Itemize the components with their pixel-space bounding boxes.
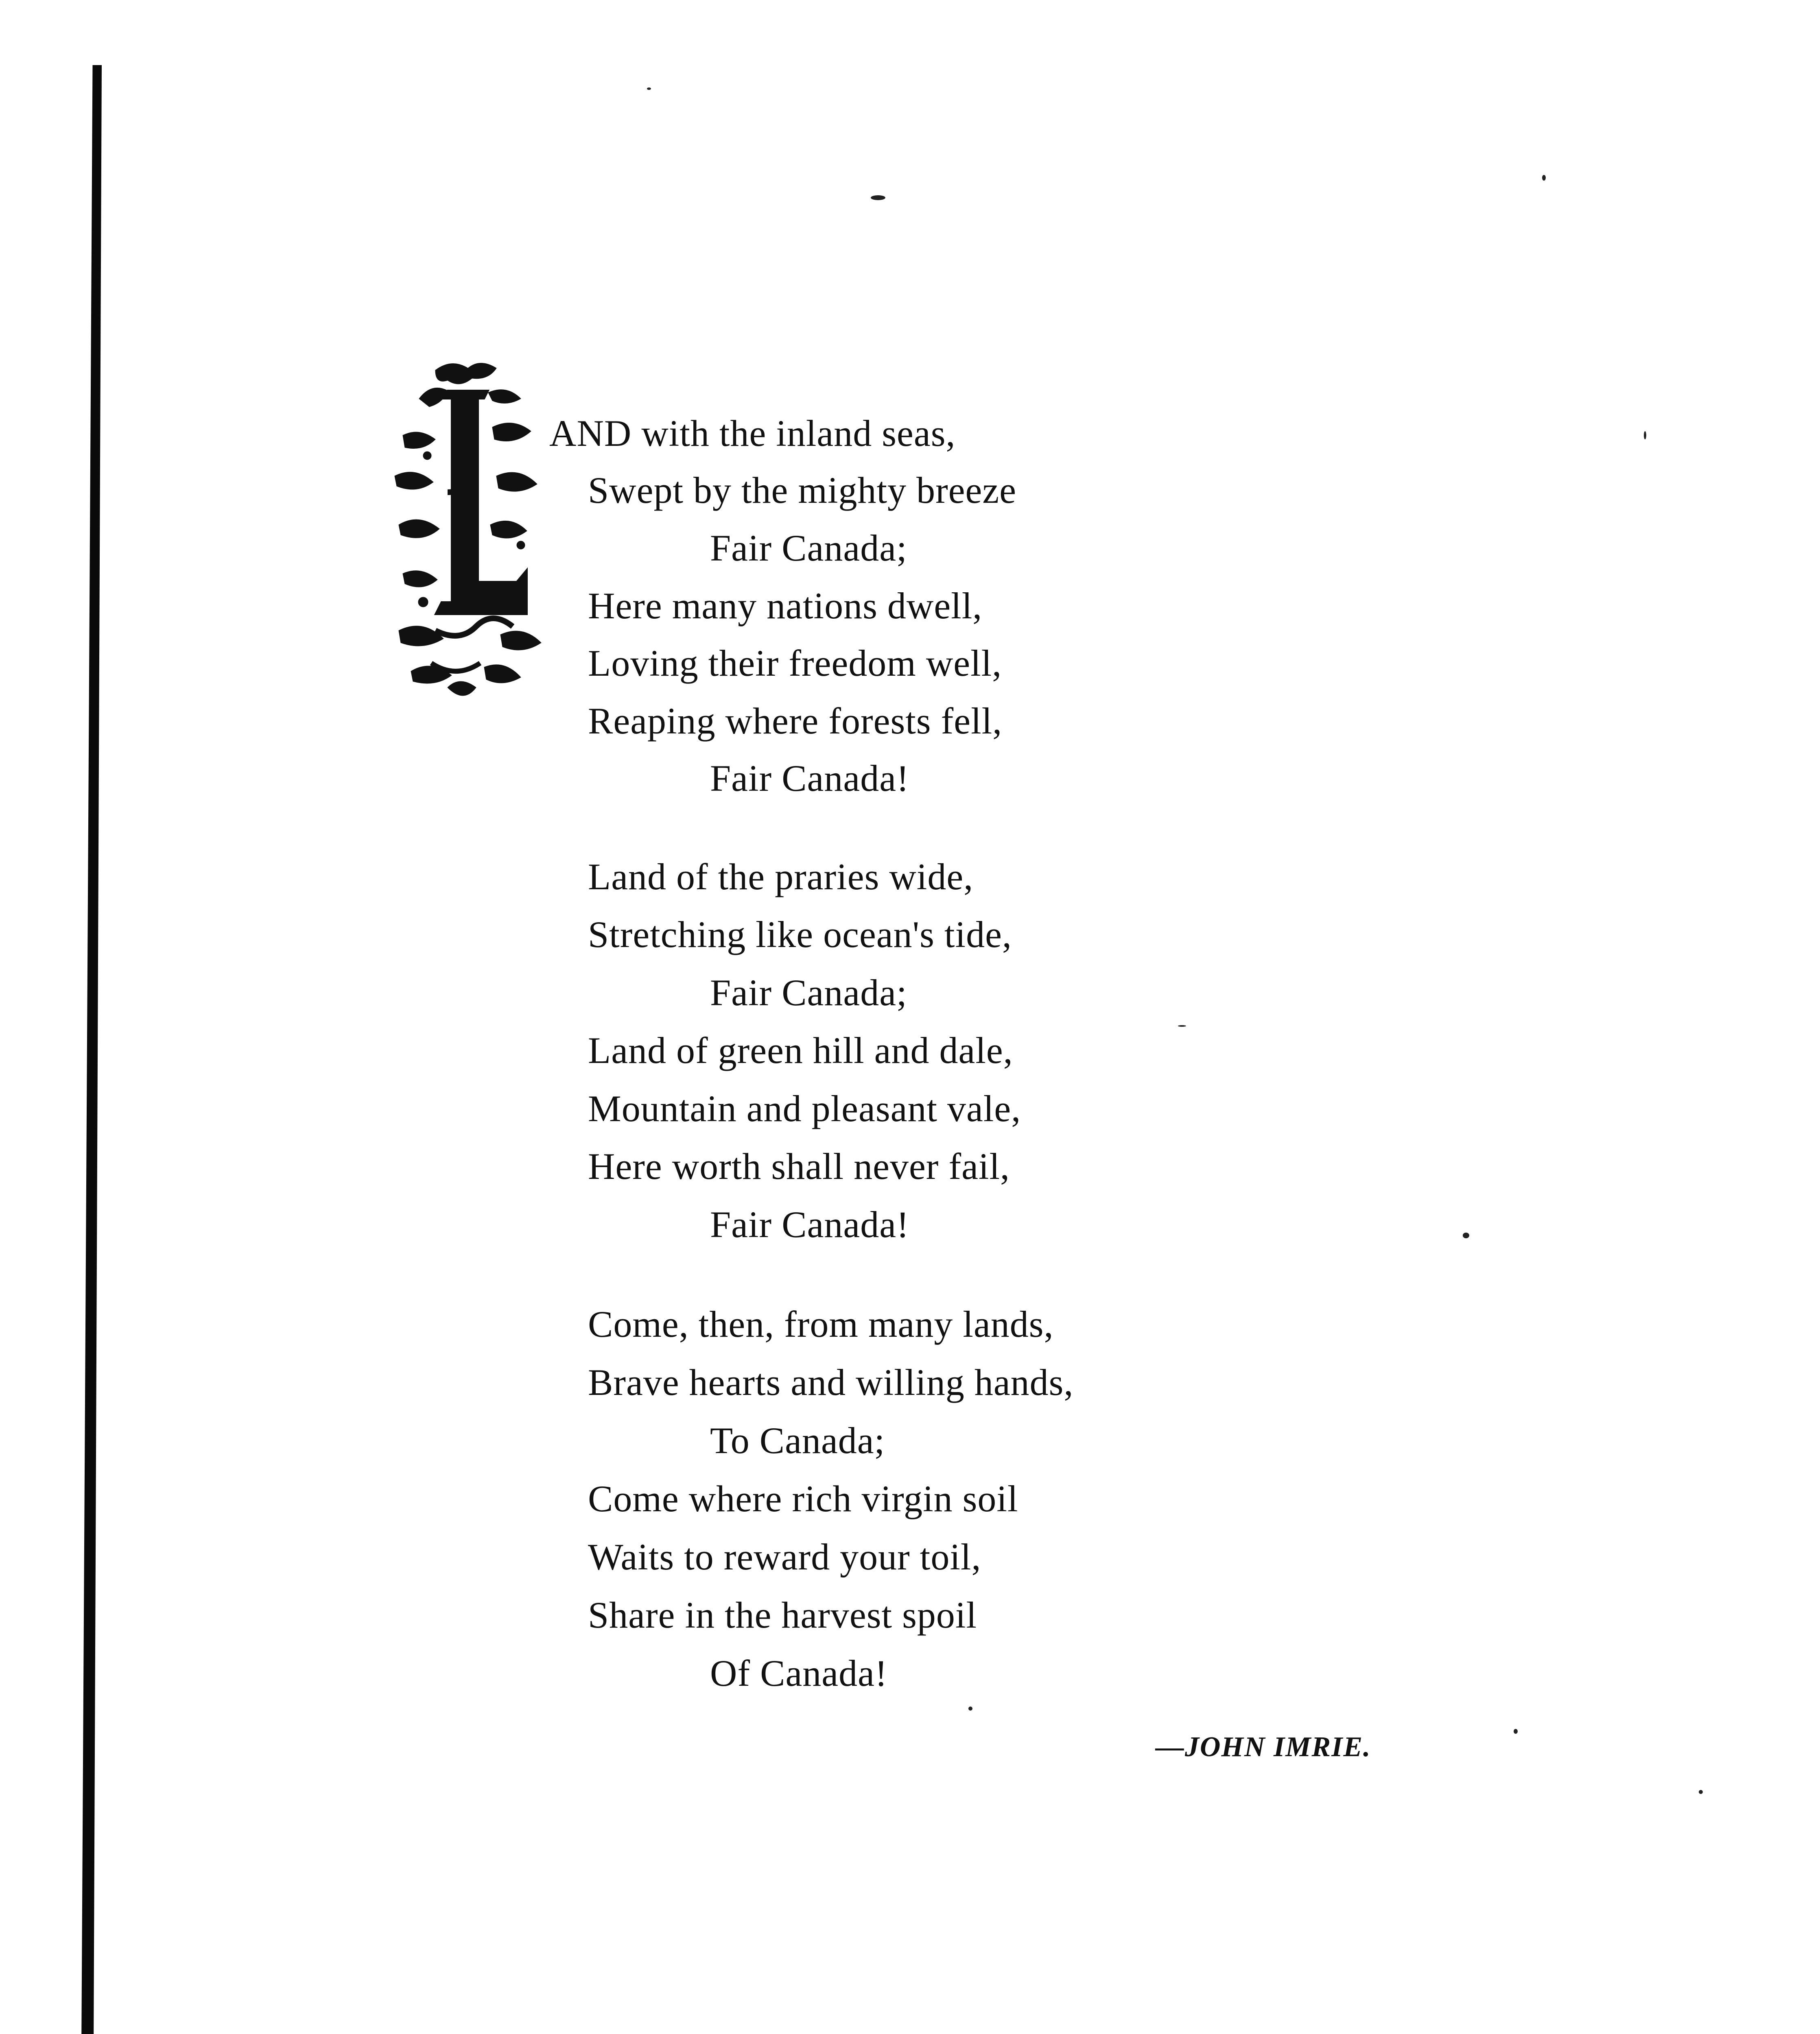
- poem-line: Land of the praries wide,: [588, 856, 974, 897]
- scan-speck: [1542, 175, 1546, 181]
- scan-speck: [647, 87, 651, 90]
- poem-line: Come where rich virgin soil: [588, 1478, 1018, 1519]
- scan-speck: [1514, 1729, 1518, 1734]
- poem-line: Share in the harvest spoil: [588, 1594, 977, 1636]
- scan-speck: [968, 1707, 972, 1711]
- scan-speck: [1178, 1025, 1186, 1027]
- scan-speck: [1463, 1233, 1469, 1238]
- poem-line: Mountain and pleasant vale,: [588, 1088, 1021, 1129]
- poem-line: Come, then, from many lands,: [588, 1303, 1054, 1345]
- scan-speck: [871, 195, 885, 200]
- scan-speck: [1699, 1790, 1703, 1794]
- poem-line: Reaping where forests fell,: [588, 700, 1003, 742]
- poem-line: To Canada;: [710, 1420, 885, 1461]
- poem-line: Fair Canada;: [710, 527, 907, 569]
- poem-line: Stretching like ocean's tide,: [588, 914, 1012, 955]
- ornate-initial-l-icon: [387, 354, 549, 712]
- poem-line: Fair Canada;: [710, 972, 907, 1013]
- poem-line: Loving their freedom well,: [588, 642, 1002, 684]
- poem-line: Swept by the mighty breeze: [588, 469, 1017, 511]
- poem-line: Fair Canada!: [710, 757, 909, 799]
- poem-line: Here worth shall never fail,: [588, 1146, 1010, 1187]
- poem-line: Land of green hill and dale,: [588, 1030, 1013, 1071]
- author-signature: —JOHN IMRIE.: [1156, 1731, 1371, 1763]
- poem-line: Brave hearts and willing hands,: [588, 1362, 1074, 1403]
- poem-line: Fair Canada!: [710, 1204, 909, 1245]
- poem-line: Here many nations dwell,: [588, 585, 983, 626]
- binding-margin-rule: [81, 65, 102, 2034]
- poem-line: AND with the inland seas,: [549, 412, 956, 454]
- scan-speck: [1644, 431, 1646, 439]
- poem-line: Waits to reward your toil,: [588, 1536, 981, 1578]
- poem-line: Of Canada!: [710, 1652, 888, 1694]
